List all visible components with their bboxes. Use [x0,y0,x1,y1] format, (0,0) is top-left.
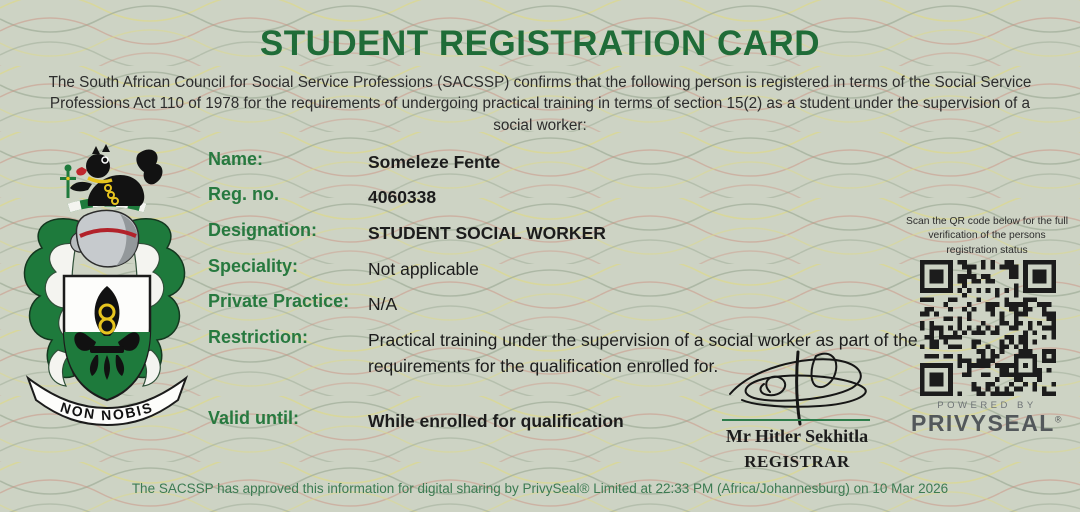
green-cross-staff [60,165,76,199]
field-value: While enrolled for qualification [368,411,624,431]
approval-footer-text: The SACSSP has approved this information for digital sharing by PrivySeal® Limited at 22:33 PM (Africa/Johannesburg) on 10 Mar 2026 [131,481,949,496]
field-value: Practical training under the supervision of a social worker as part of the requirements for the qualification enrolled for. [368,330,918,377]
field-label: Reg. no. [208,184,279,204]
signature-line [722,419,870,421]
field-label: Private Practice: [208,291,350,311]
field-value: N/A [368,294,398,314]
powered-by-label: POWERED BY [937,400,1037,411]
qr-code [920,260,1056,396]
field-value: Someleze Fente [368,152,501,172]
qr-instruction-text: Scan the QR code below for the full verification of the persons registration status [906,216,1068,256]
field-label: Valid until: [208,408,300,428]
page-title: STUDENT REGISTRATION CARD [259,24,821,63]
intro-text: The South African Council for Social Service Professions (SACSSP) confirms that the following person is registered in terms of the Social Service Professions Act 110 of 1978 for the requirements of undergoing practical training in terms of section 15(2) as a student under the supervision of a social worker: [48,74,1032,134]
field-label: Speciality: [208,256,299,276]
field-row-speciality [208,256,479,282]
shield [64,276,150,400]
field-label: Designation: [208,220,318,240]
signatory-title: REGISTRAR [744,452,850,471]
signatory-name: Mr Hitler Sekhitla [725,426,869,446]
privyseal-text: PRIVYSEAL [910,410,1055,436]
field-value: 4060338 [368,187,437,207]
sacssp-coat-of-arms [12,140,197,432]
field-row-private-practice [208,291,397,317]
field-row-valid-until [208,408,624,434]
field-value: Not applicable [368,259,479,279]
lion-crest [60,144,163,206]
field-row-designation [208,220,606,246]
field-row-reg-no [208,184,436,210]
crest-motto: NON NOBIS [58,398,156,424]
registrar-signature-image [712,348,882,426]
registered-mark: ® [1054,414,1063,425]
field-row-name [208,149,500,175]
helmet [71,210,139,267]
field-label: Restriction: [208,327,309,347]
lion-tongue [76,167,87,175]
privyseal-wordmark [898,410,1076,437]
field-label: Name: [208,149,264,169]
field-value: STUDENT SOCIAL WORKER [368,223,606,243]
